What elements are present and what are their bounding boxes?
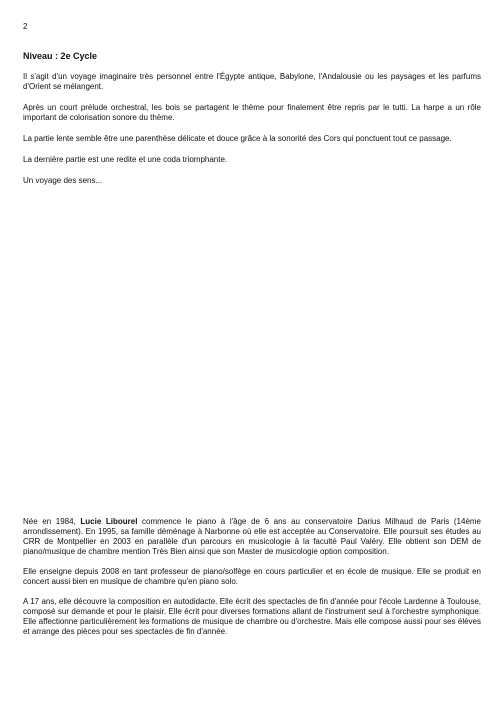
work-description bbox=[23, 51, 481, 197]
description-paragraph-3: La partie lente semble être une parenthèse délicate et douce grâce à la sonorité des Cors qui ponctuent tout ce passage. bbox=[23, 134, 452, 143]
description-paragraph-4: La dernière partie est une redite et une coda triomphante. bbox=[23, 155, 228, 164]
bio-intro-after: commence le piano à l'âge de 6 ans au conservatoire Darius Milhaud de Paris (14ème arrondissement). En 1995, sa famille déménage à Narbonne où elle est acceptée au Conservatoire. Elle poursuit ses études au CRR de Montpellier en 2003 en parallèle d'un parcours en musicologie à la faculté Paul Valéry. Elle obtient son DEM de piano/musique de chambre mention Très Bien ainsi que son Master de musicologie option composition. bbox=[23, 517, 482, 556]
description-paragraph-5: Un voyage des sens... bbox=[23, 176, 103, 185]
bio-intro-before: Née en 1984, bbox=[23, 517, 81, 526]
composer-biography bbox=[23, 517, 481, 647]
bio-paragraph-2: Elle enseigne depuis 2008 en tant professeur de piano/solfège en cours particulier et en école de musique. Elle se produit en concert aussi bien en musique de chambre qu'en piano solo. bbox=[23, 567, 481, 586]
description-paragraph-1: Il s'agit d'un voyage imaginaire très personnel entre l'Égypte antique, Babylone, l'Andalousie ou les paysages et les parfums d'Orient se mélangent. bbox=[23, 72, 481, 91]
composer-name: Lucie Libourel bbox=[80, 517, 138, 526]
page-number: 2 bbox=[23, 22, 28, 31]
bio-paragraph-3: A 17 ans, elle découvre la composition en autodidacte. Elle écrit des spectacles de fin d'année pour l'école Lardenne à Toulouse, composé sur demande et pour le plaisir. Elle écrit pour diverses formations allant de l'instrument seul à l'orchestre symphonique. Elle affectionne particulièrement les formations de musique de chambre ou d'orchestre. Mais elle compose aussi pour ses élèves et arrange des pièces pour ses spectacles de fin d'année. bbox=[23, 597, 481, 636]
description-paragraph-2: Après un court prélude orchestral, les bois se partagent le thème pour finalement être repris par le tutti. La harpe a un rôle important de colorisation sonore du thème. bbox=[23, 103, 481, 122]
level-heading: Niveau : 2e Cycle bbox=[23, 51, 98, 61]
bio-paragraph-1 bbox=[23, 517, 481, 557]
